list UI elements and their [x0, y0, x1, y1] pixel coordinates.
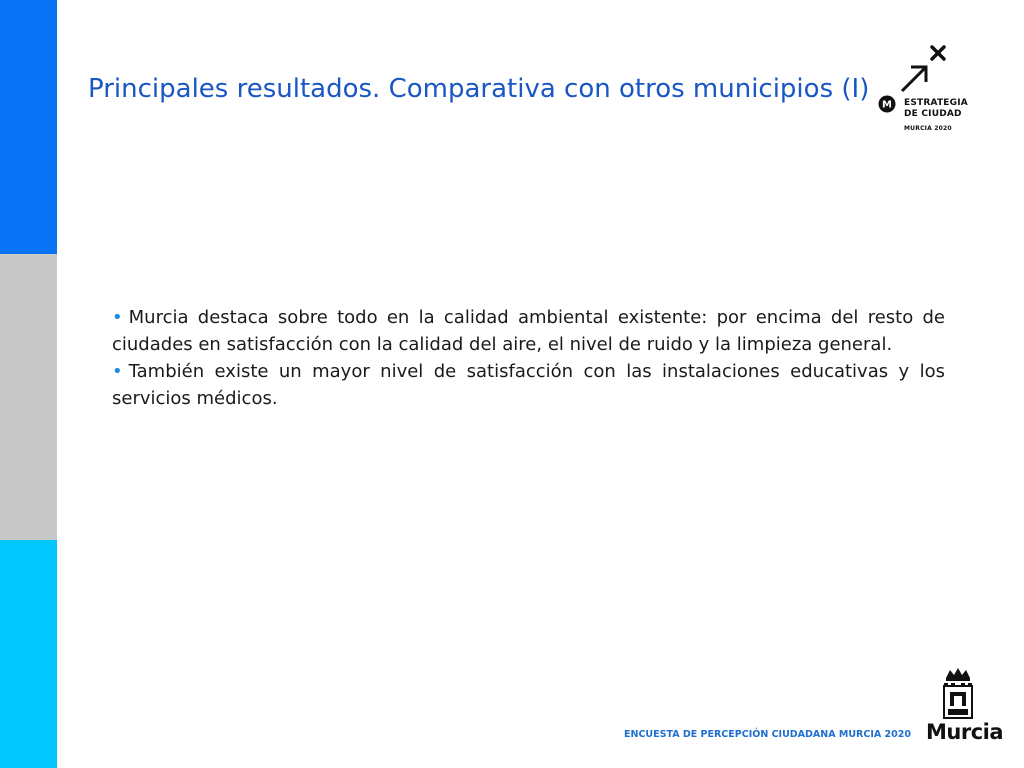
bullet-dot-icon: • — [112, 361, 123, 382]
bullet-dot-icon: • — [112, 307, 123, 328]
side-bar-blue — [0, 0, 57, 254]
murcia-city-logo — [920, 666, 1004, 748]
footer-survey-title: ENCUESTA DE PERCEPCIÓN CIUDADANA MURCIA 2020 — [624, 729, 911, 740]
logo-line-3: MURCIA 2020 — [904, 125, 952, 132]
side-bar-gray — [0, 254, 57, 540]
bullet-item-2 — [112, 358, 945, 412]
bullet-list — [112, 304, 945, 412]
logo-badge: M — [882, 99, 892, 111]
logo-line-2: DE CIUDAD — [904, 109, 962, 119]
logo-line-1: ESTRATEGIA — [904, 98, 968, 108]
page-title: Principales resultados. Comparativa con otros municipios (I) — [88, 74, 870, 104]
bullet-text-1: Murcia destaca sobre todo en la calidad ambiental existente: por encima del resto de ciudades en satisfacción con la calidad del aire, el nivel de ruido y la limpieza general. — [112, 307, 945, 355]
castle-crest-icon — [920, 666, 996, 720]
estrategia-de-ciudad-logo — [870, 42, 970, 142]
side-bar-cyan — [0, 540, 57, 768]
murcia-wordmark: Murcia — [926, 720, 1004, 744]
bullet-item-1 — [112, 304, 945, 358]
bullet-text-2: También existe un mayor nivel de satisfacción con las instalaciones educativas y los servicios médicos. — [112, 361, 945, 409]
